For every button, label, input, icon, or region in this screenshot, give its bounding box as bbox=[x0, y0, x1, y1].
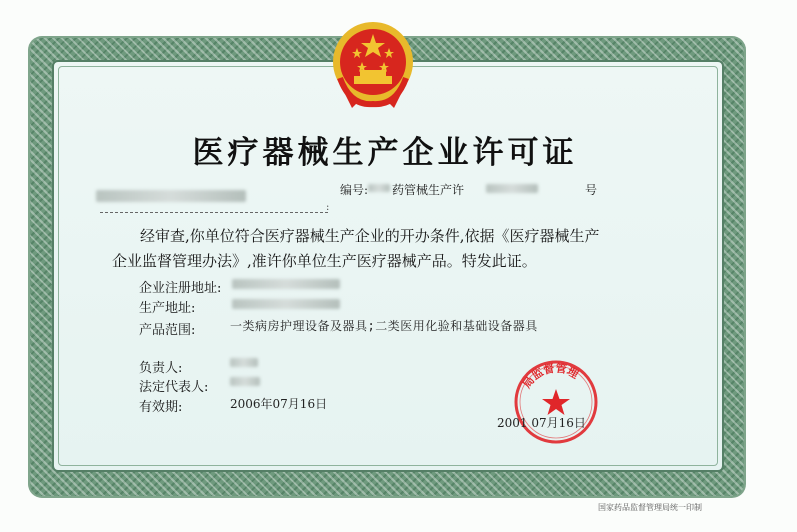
national-emblem-icon bbox=[330, 18, 416, 110]
approval-paragraph-line1: 经审查,你单位符合医疗器械生产企业的开办条件,依据《医疗器械生产 bbox=[140, 227, 600, 245]
valid-until-label: 有效期: bbox=[139, 400, 183, 415]
certificate-title: 医疗器械生产企业许可证 bbox=[192, 135, 578, 171]
redacted-number-region bbox=[368, 184, 390, 192]
certificate-number-label: 编号: bbox=[340, 183, 369, 197]
redacted-organization bbox=[96, 190, 246, 202]
responsible-person-label: 负责人: bbox=[139, 361, 183, 376]
product-scope-label: 产品范围: bbox=[139, 323, 196, 338]
redacted-production-address bbox=[232, 299, 340, 309]
certificate-number-suffix: 号 bbox=[585, 183, 598, 197]
redacted-registered-address bbox=[232, 279, 340, 289]
redacted-number-value bbox=[486, 184, 538, 193]
approval-paragraph-line2: 企业监督管理办法》,准许你单位生产医疗器械产品。特发此证。 bbox=[112, 252, 537, 270]
printer-footer: 国家药品监督管理局统一印制 bbox=[598, 503, 702, 512]
product-scope-value: 一类病房护理设备及器具;二类医用化验和基础设备器具 bbox=[230, 319, 538, 333]
certificate-number-prefix: 药管械生产许 bbox=[392, 183, 465, 197]
registered-address-label: 企业注册地址: bbox=[139, 281, 222, 296]
legal-representative-label: 法定代表人: bbox=[139, 380, 209, 395]
issue-date: 2001 07月16日 bbox=[497, 416, 586, 430]
production-address-label: 生产地址: bbox=[139, 301, 196, 316]
divider bbox=[100, 212, 328, 213]
divider-end: : bbox=[326, 202, 330, 213]
official-seal-icon bbox=[512, 358, 600, 446]
redacted-legal-representative bbox=[230, 377, 260, 386]
seal-text: 局监督管理 bbox=[520, 361, 581, 391]
redacted-responsible-person bbox=[230, 358, 258, 367]
valid-until-value: 2006年07月16日 bbox=[230, 397, 328, 411]
